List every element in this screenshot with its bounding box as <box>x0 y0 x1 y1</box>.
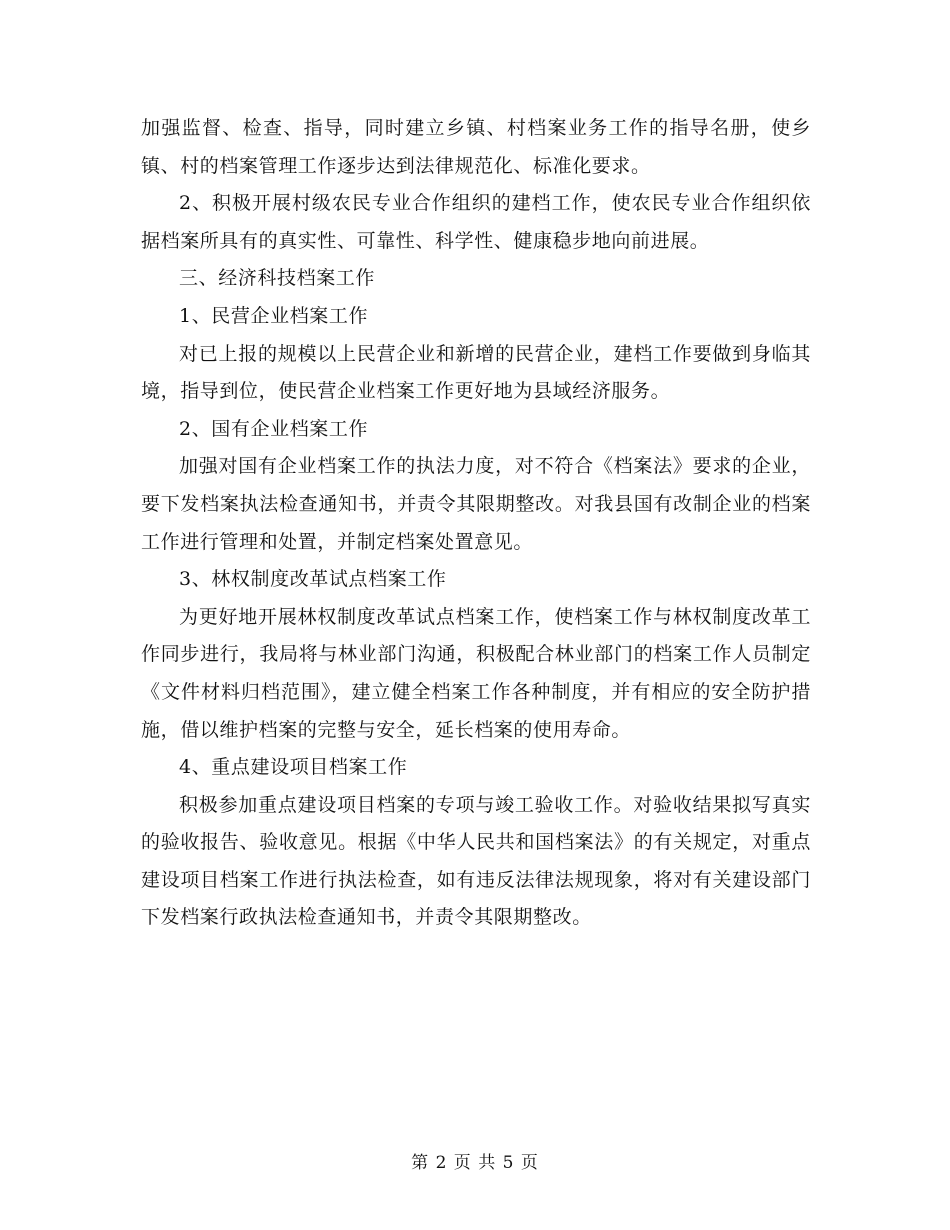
paragraph: 加强监督、检查、指导，同时建立乡镇、村档案业务工作的指导名册，使乡镇、村的档案管理工作逐步达到法律规范化、标准化要求。 <box>141 117 811 177</box>
subsection-heading: 3、林权制度改革试点档案工作 <box>179 568 447 591</box>
section-heading: 三、经济科技档案工作 <box>179 267 376 290</box>
paragraph: 加强对国有企业档案工作的执法力度，对不符合《档案法》要求的企业，要下发档案执法检查通知书，并责令其限期整改。对我县国有改制企业的档案工作进行管理和处置，并制定档案处置意见。 <box>141 455 811 553</box>
subsection-heading: 2、国有企业档案工作 <box>179 417 369 440</box>
subsection-heading: 4、重点建设项目档案工作 <box>179 756 408 779</box>
page-number: 第 2 页 共 5 页 <box>411 1153 539 1173</box>
paragraph: 2、积极开展村级农民专业合作组织的建档工作，使农民专业合作组织依据档案所具有的真实性、可靠性、科学性、健康稳步地向前进展。 <box>141 192 811 252</box>
paragraph: 对已上报的规模以上民营企业和新增的民营企业，建档工作要做到身临其境，指导到位，使民营企业档案工作更好地为县域经济服务。 <box>141 342 811 403</box>
subsection-heading: 1、民营企业档案工作 <box>179 304 369 327</box>
paragraph: 为更好地开展林权制度改革试点档案工作，使档案工作与林权制度改革工作同步进行，我局将与林业部门沟通，积极配合林业部门的档案工作人员制定《文件材料归档范围》，建立健全档案工作各种制度，并有相应的安全防护措施，借以维护档案的完整与安全，延长档案的使用寿命。 <box>141 605 811 741</box>
paragraph: 积极参加重点建设项目档案的专项与竣工验收工作。对验收结果拟写真实的验收报告、验收意见。根据《中华人民共和国档案法》的有关规定，对重点建设项目档案工作进行执法检查，如有违反法律法规现象，将对有关建设部门下发档案行政执法检查通知书，并责令其限期整改。 <box>141 793 811 929</box>
document-body <box>141 110 811 937</box>
